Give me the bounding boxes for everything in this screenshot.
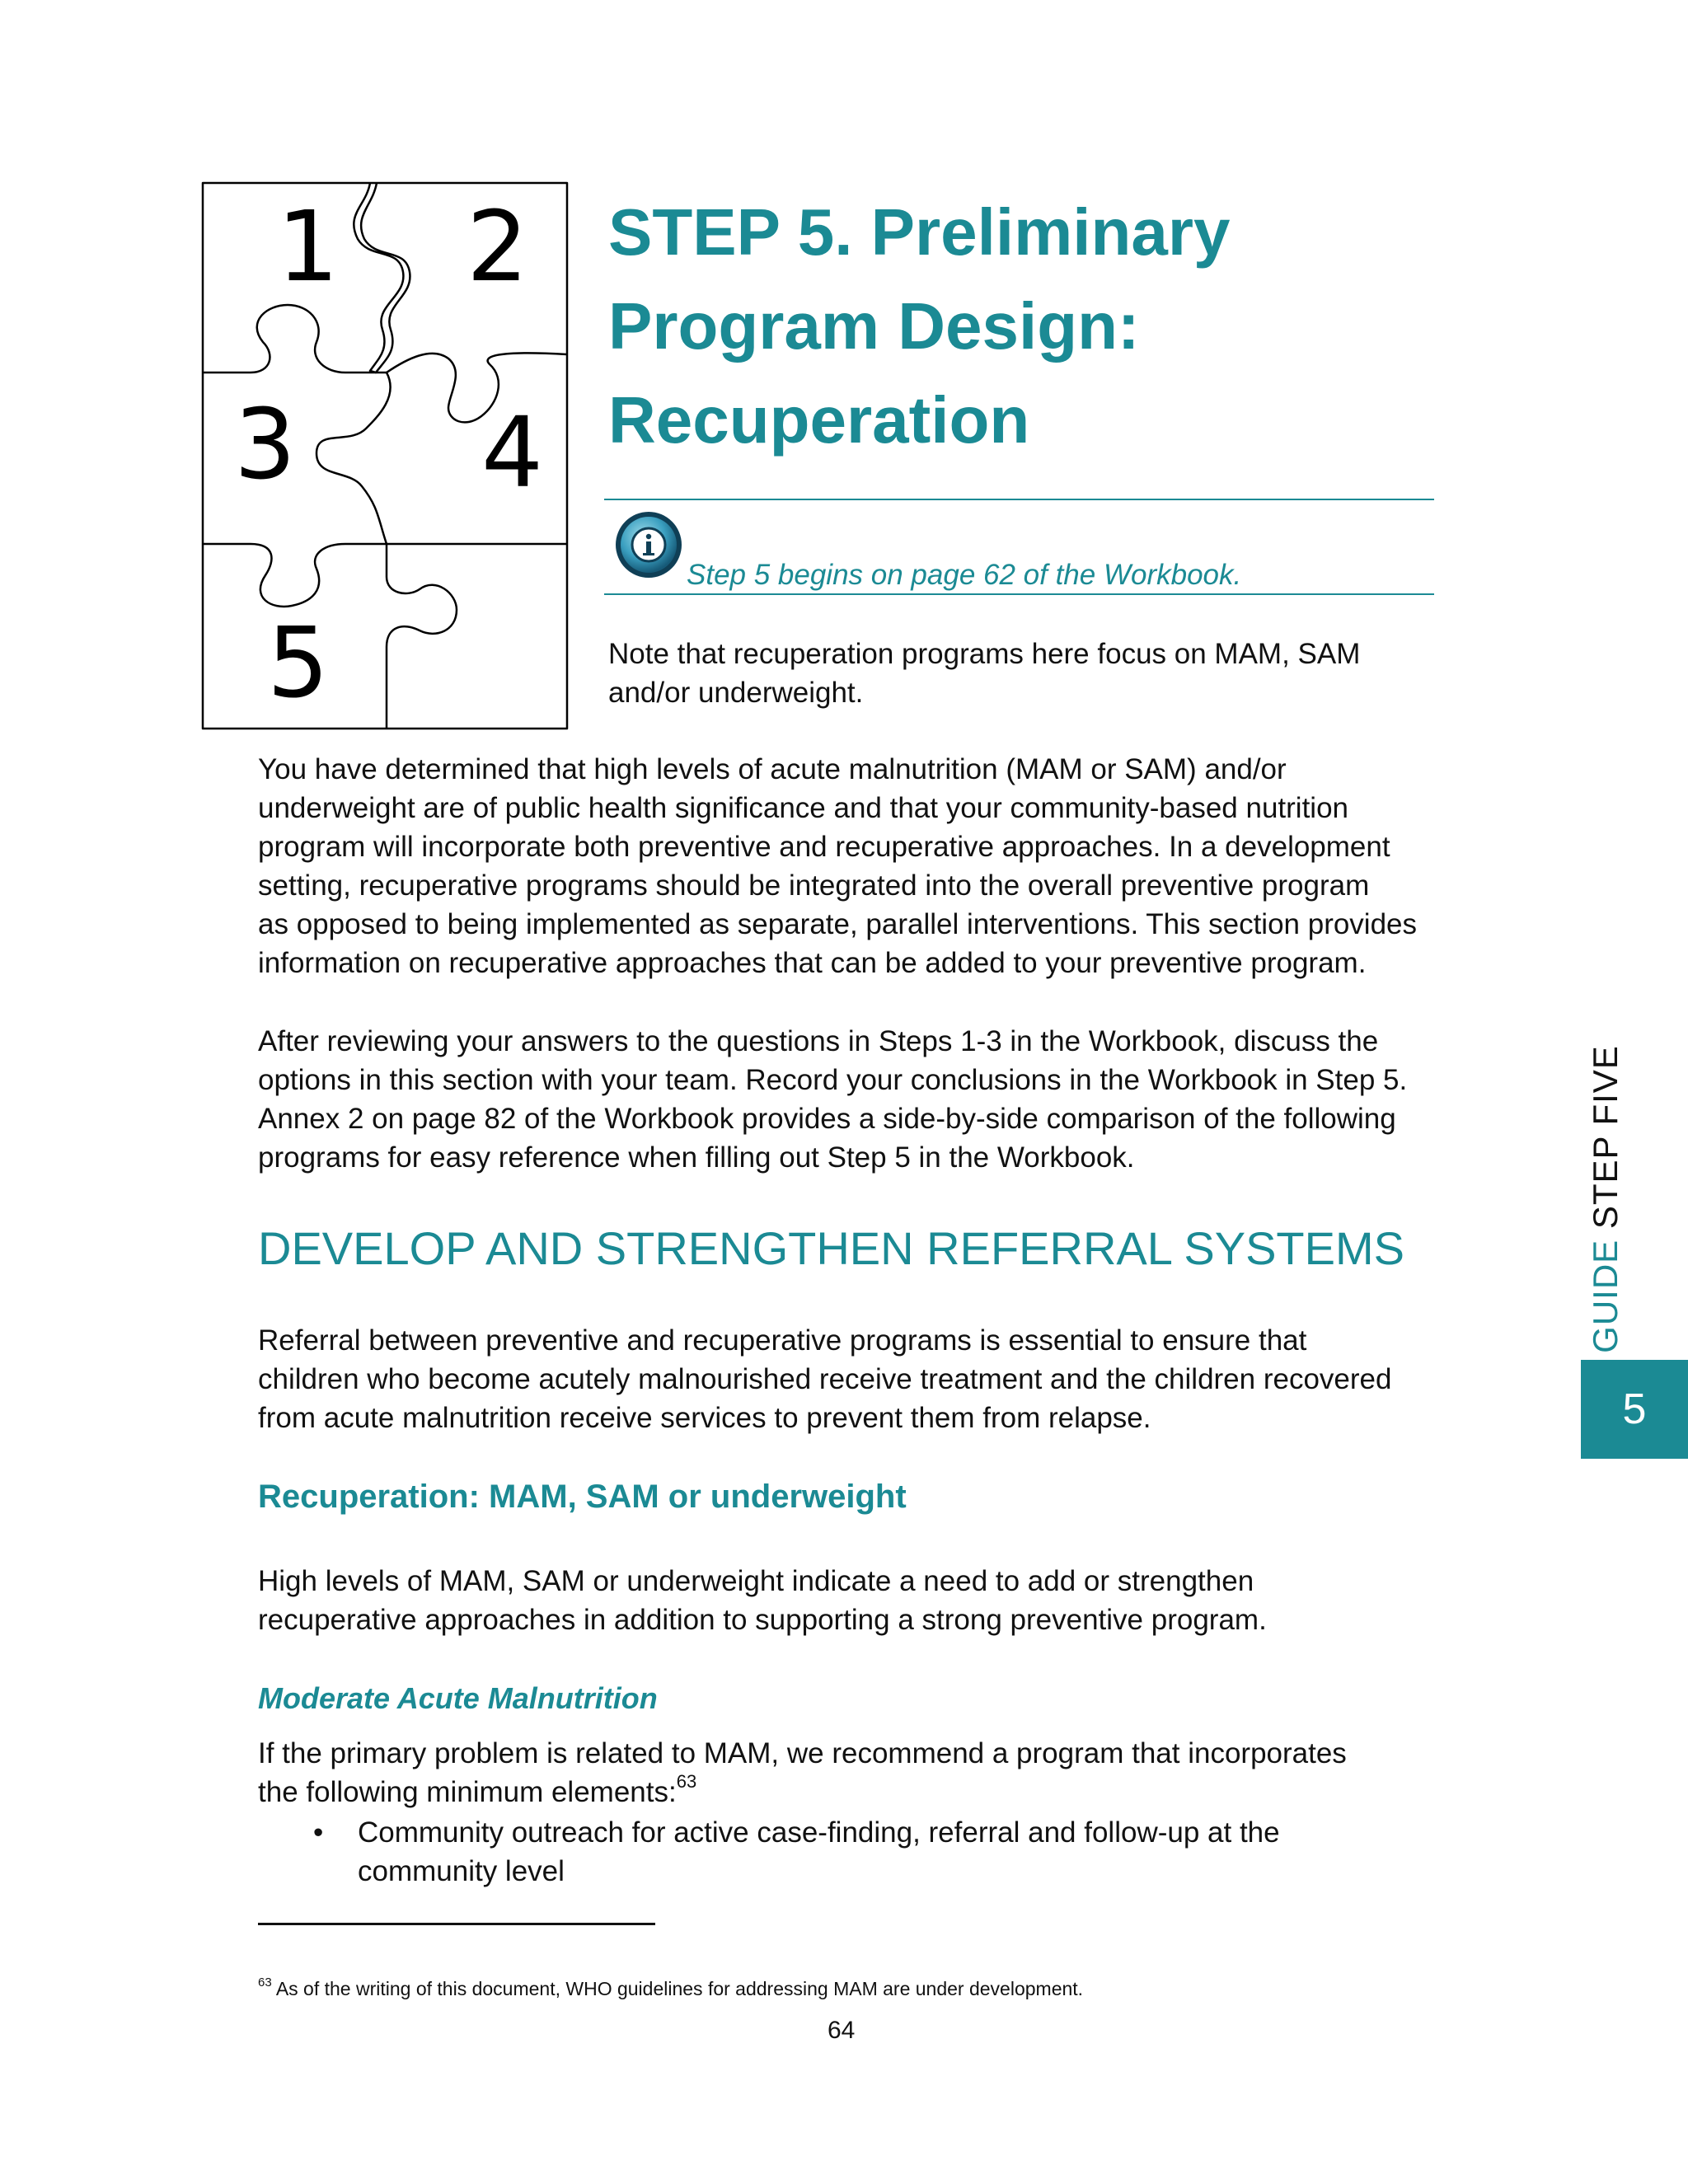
text-line: children who become acutely malnourished receive treatment and the children recovered: [258, 1363, 1392, 1395]
subsection-heading: Moderate Acute Malnutrition: [258, 1681, 658, 1715]
section-heading: DEVELOP AND STRENGTHEN REFERRAL SYSTEMS: [258, 1222, 1404, 1274]
divider-top: [604, 499, 1434, 500]
text-line: programs for easy reference when filling out Step 5 in the Workbook.: [258, 1141, 1135, 1174]
puzzle-number-2: 2: [467, 190, 529, 303]
text-line: After reviewing your answers to the questions in Steps 1-3 in the Workbook, discuss the: [258, 1025, 1379, 1057]
mam-paragraph: [258, 1734, 1437, 1811]
puzzle-number-1: 1: [277, 190, 340, 303]
footnote-reference[interactable]: 63: [676, 1771, 697, 1793]
text-line: program will incorporate both preventive and recuperative approaches. In a development: [258, 831, 1390, 863]
text-line: Annex 2 on page 82 of the Workbook provides a side-by-side comparison of the following: [258, 1103, 1396, 1135]
text-line: recuperative approaches in addition to supporting a strong preventive program.: [258, 1604, 1267, 1636]
step-tab[interactable]: 5: [1581, 1360, 1688, 1459]
bullet-icon: •: [313, 1816, 324, 1849]
text-line: setting, recuperative programs should be integrated into the overall preventive program: [258, 869, 1370, 902]
puzzle-number-5: 5: [267, 606, 330, 719]
recuperation-paragraph: [258, 1562, 1437, 1639]
bullet-list: [313, 1813, 1434, 1891]
referral-paragraph: [258, 1321, 1437, 1437]
side-label-guide: GUIDE: [1586, 1239, 1625, 1353]
sub-heading: Recuperation: MAM, SAM or underweight: [258, 1479, 907, 1515]
workbook-reference-note: Step 5 begins on page 62 of the Workbook.: [687, 559, 1242, 591]
text-line: High levels of MAM, SAM or underweight indicate a need to add or strengthen: [258, 1565, 1254, 1597]
text-line: information on recuperative approaches that can be added to your preventive program.: [258, 947, 1367, 979]
text-line: community level: [358, 1855, 565, 1887]
title-line-3: Recuperation: [608, 383, 1030, 457]
text-line: If the primary problem is related to MAM, we recommend a program that incorporates: [258, 1737, 1347, 1769]
text-line: Note that recuperation programs here focus on MAM, SAM: [608, 638, 1361, 670]
title-line-1: STEP 5. Preliminary: [608, 195, 1231, 269]
text-line: [258, 1773, 1437, 1811]
page-number: 64: [828, 2017, 856, 2044]
puzzle-graphic: [201, 181, 569, 730]
text-line: options in this section with your team. Record your conclusions in the Workbook in Step 5.: [258, 1064, 1408, 1096]
footnote-text: As of the writing of this document, WHO guidelines for addressing MAM are under development.: [275, 1978, 1084, 1999]
text-line: and/or underweight.: [608, 677, 864, 709]
instructions-paragraph: [258, 1022, 1437, 1177]
text-line: underweight are of public health significance and that your community-based nutrition: [258, 792, 1348, 824]
text-line: You have determined that high levels of acute malnutrition (MAM or SAM) and/or: [258, 753, 1287, 785]
side-label-step: STEP FIVE: [1586, 1045, 1625, 1230]
page-title: [608, 185, 1432, 467]
puzzle-number-3: 3: [234, 387, 297, 501]
footnote-divider: [258, 1923, 655, 1925]
text-line: Community outreach for active case-finding, referral and follow-up at the: [358, 1816, 1280, 1849]
title-line-2: Program Design:: [608, 289, 1140, 363]
text-line: as opposed to being implemented as separate, parallel interventions. This section provides: [258, 908, 1418, 940]
info-icon: [613, 509, 684, 580]
puzzle-number-4: 4: [481, 396, 544, 509]
text-fragment: the following minimum elements:: [258, 1776, 677, 1808]
side-section-label: [1573, 1043, 1639, 1356]
divider-bottom: [604, 593, 1434, 595]
intro-paragraph: [258, 750, 1437, 982]
footnote: [258, 1976, 1083, 2001]
footnote-number: 63: [258, 1975, 272, 1990]
list-item: [313, 1813, 1434, 1891]
text-line: from acute malnutrition receive services to prevent them from relapse.: [258, 1402, 1151, 1434]
note-paragraph: [608, 635, 1432, 712]
text-line: Referral between preventive and recuperative programs is essential to ensure that: [258, 1324, 1307, 1357]
